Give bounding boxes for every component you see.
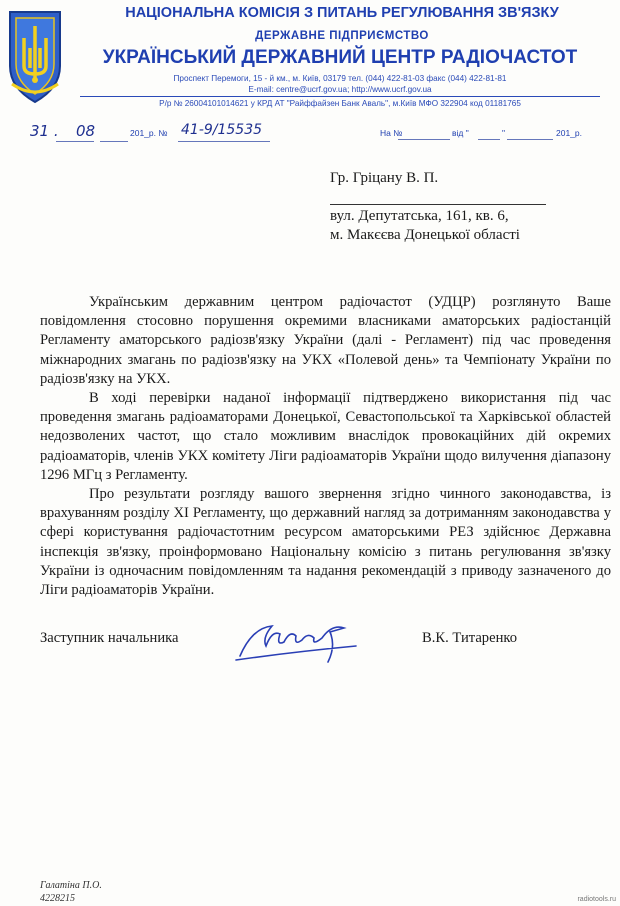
body-paragraph-2: В ході перевірки наданої інформації підтверджено використання під час проведення змагань радіоаматорами Донецької, Севастопольської та Харківської областей недозволених частот, що стало можливим внаслідок провокаційних дій окремих радіоаматорів, членів УКХ комітету Ліги радіоаматорів України щодо вилучення діапазону 1296 МГц з Регламенту. [40, 390, 611, 483]
incoming-quote: " [502, 128, 506, 138]
body-paragraph-3: Про результати розгляду вашого звернення згідно чинного законодавства, із врахуванням розділу XI Регламенту, що державний нагляд за дотриманням законодавства у сфері користування радіочастотним ресурсом аматорськими РЕЗ здійснює Державна інспекція зв'язку, проінформовано Національну комісію з питань регулювання зв'язку України із одночасним повідомленням та надання рекомендацій з приводу зазначеного до Ліги радіоаматорів України. [40, 486, 611, 599]
center-name: УКРАЇНСЬКИЙ ДЕРЖАВНИЙ ЦЕНТР РАДІОЧАСТОТ [102, 47, 578, 68]
contact-line: Проспект Перемоги, 15 - й км., м. Київ, 03179 тел. (044) 422-81-03 факс (044) 422-81-81 [173, 74, 507, 83]
letterhead-divider [80, 96, 600, 97]
watermark: radiotools.ru [577, 896, 616, 903]
incoming-day-blank [478, 139, 500, 140]
date-month-underline [100, 141, 128, 142]
trident-emblem-icon [4, 8, 66, 106]
outgoing-number-underline [178, 141, 270, 142]
date-day-underline [56, 141, 94, 142]
email-line: E-mail: centre@ucrf.gov.ua; http://www.ucrf.gov.ua [248, 85, 432, 94]
signatory-title: Заступник начальника [40, 630, 179, 646]
commission-heading: НАЦІОНАЛЬНА КОМІСІЯ З ПИТАНЬ РЕГУЛЮВАННЯ ЗВ'ЯЗКУ [125, 5, 559, 21]
incoming-label: На № [380, 128, 403, 138]
signatory-name: В.К. Титаренко [422, 630, 518, 646]
body-paragraph-1: Українським державним центром радіочастот (УДЦР) розглянуто Ваше повідомлення стосовно порушення окремими власниками аматорських радіостанцій Регламенту аматорського радіозв'язку України (далі - Регламент) під час проведення міжнародних змагань по радіозв'язку на УКХ «Полевой день» та Чемпіонату України по радіозв'язку на УКХ. [40, 294, 611, 387]
recipient-divider [330, 204, 546, 205]
recipient-street: вул. Депутатська, 161, кв. 6, [330, 208, 509, 224]
date-month: 08 [76, 122, 96, 140]
bank-line: Р/р № 26004101014621 у КРД АТ "Райффайзен Банк Аваль", м.Київ МФО 322904 код 01181765 [159, 99, 521, 108]
date-day: 31 . [30, 122, 59, 140]
outgoing-number: 41-9/15535 [181, 122, 263, 138]
enterprise-type: ДЕРЖАВНЕ ПІДПРИЄМСТВО [255, 30, 429, 42]
executor-phone: 4228215 [40, 893, 75, 904]
incoming-month-blank [507, 139, 553, 140]
incoming-from: від " [452, 128, 469, 138]
incoming-year: 201_р. [556, 128, 582, 138]
recipient-city: м. Макєєва Донецької області [330, 227, 520, 243]
handwritten-signature [232, 616, 362, 668]
recipient-name: Гр. Гріцану В. П. [330, 170, 439, 186]
incoming-number-blank [398, 139, 450, 140]
letter-body [40, 293, 611, 600]
executor-name: Галатіна П.О. [40, 880, 102, 891]
year-label: 201_р. № [130, 128, 168, 138]
